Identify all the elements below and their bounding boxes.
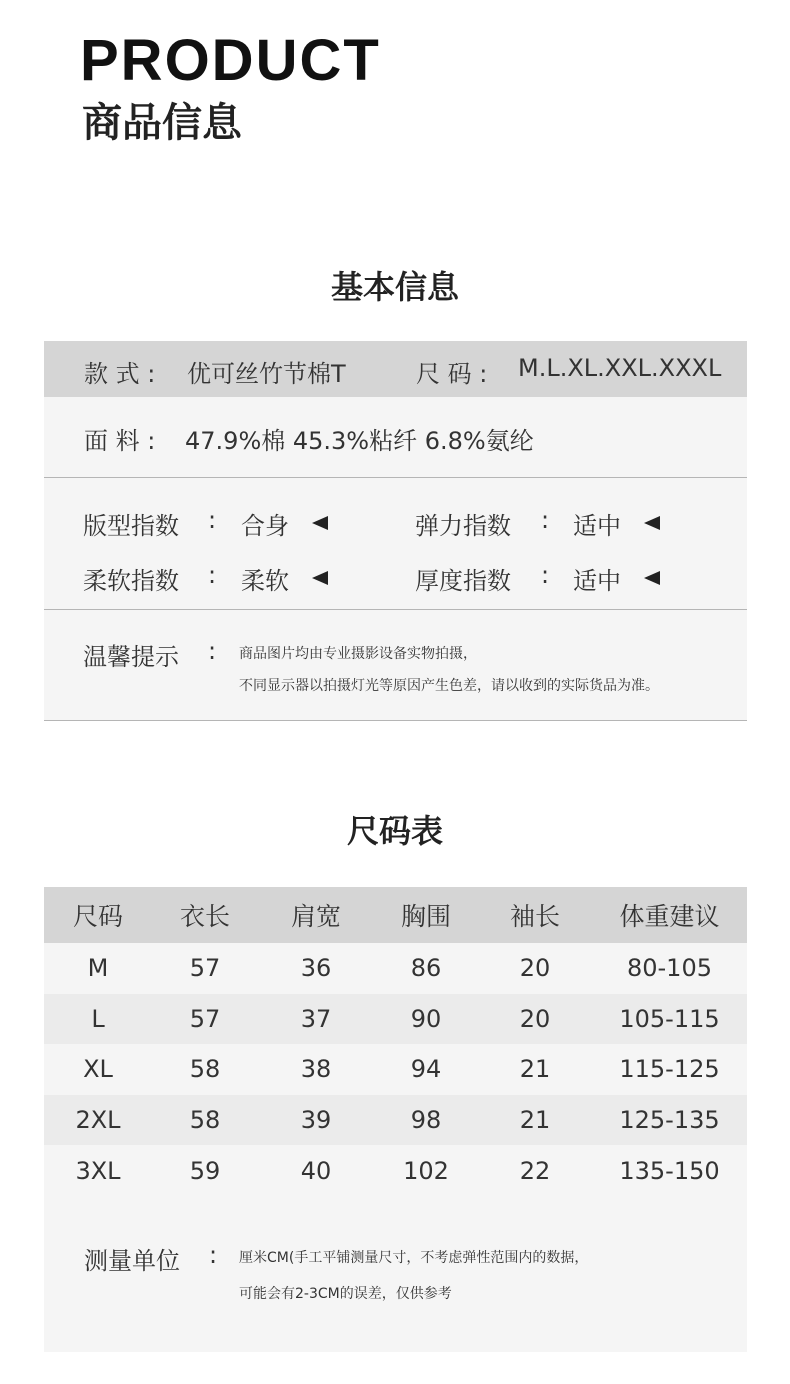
divider (44, 720, 747, 721)
softness-index-label: 柔软指数 (83, 567, 179, 595)
size-label: 尺 码 : (416, 360, 488, 388)
tip-line-2: 不同显示器以拍摄灯光等原因产生色差，请以收到的实际货品为准。 (239, 678, 659, 694)
table-cell: 3XL (44, 1145, 152, 1196)
style-value: 优可丝竹节棉T (187, 360, 346, 388)
pointer-left-icon (644, 571, 660, 585)
stretch-index-value: 适中 (573, 512, 621, 540)
header-size: 尺码 (44, 887, 152, 943)
size-value: M.L.XL.XXL.XXXL (518, 354, 722, 382)
pointer-left-icon (312, 516, 328, 530)
unit-colon: : (209, 1241, 218, 1269)
fit-index-colon: : (208, 506, 217, 534)
table-cell: 59 (152, 1145, 258, 1196)
unit-label: 测量单位 (84, 1247, 180, 1275)
size-table-header (44, 887, 747, 943)
table-row (44, 1095, 747, 1146)
page-title-en: PRODUCT (80, 28, 381, 93)
thickness-index-label: 厚度指数 (415, 567, 511, 595)
table-cell: 39 (258, 1095, 374, 1146)
header-chest: 胸围 (374, 887, 478, 943)
size-chart-title: 尺码表 (346, 812, 443, 850)
basic-info-title: 基本信息 (330, 268, 459, 306)
fabric-value: 47.9%棉 45.3%粘纤 6.8%氨纶 (185, 427, 534, 455)
size-table (44, 887, 747, 1196)
header-shoulder: 肩宽 (258, 887, 374, 943)
table-cell: 22 (478, 1145, 592, 1196)
table-cell: 90 (374, 994, 478, 1045)
table-cell: 115-125 (592, 1044, 747, 1095)
table-cell: L (44, 994, 152, 1045)
table-row (44, 943, 747, 994)
table-cell: 2XL (44, 1095, 152, 1146)
table-cell: 40 (258, 1145, 374, 1196)
style-size-row (44, 341, 747, 397)
table-cell: 98 (374, 1095, 478, 1146)
table-cell: 20 (478, 943, 592, 994)
fit-index-value: 合身 (241, 512, 289, 540)
table-cell: 86 (374, 943, 478, 994)
table-cell: 57 (152, 943, 258, 994)
table-cell: 58 (152, 1095, 258, 1146)
table-cell: 38 (258, 1044, 374, 1095)
table-row (44, 994, 747, 1045)
style-label: 款 式 : (84, 360, 156, 388)
table-cell: 58 (152, 1044, 258, 1095)
page-title-cn: 商品信息 (82, 100, 242, 146)
tips-block (44, 610, 747, 720)
measurement-note-block (44, 1196, 747, 1352)
header-weight: 体重建议 (592, 887, 747, 943)
pointer-left-icon (312, 571, 328, 585)
tip-line-1: 商品图片均由专业摄影设备实物拍摄， (239, 646, 477, 662)
pointer-left-icon (644, 516, 660, 530)
table-cell: 105-115 (592, 994, 747, 1045)
fabric-label: 面 料 : (84, 427, 156, 455)
table-cell: 125-135 (592, 1095, 747, 1146)
fit-index-label: 版型指数 (83, 512, 179, 540)
table-cell: 36 (258, 943, 374, 994)
table-cell: 94 (374, 1044, 478, 1095)
thickness-index-colon: : (541, 561, 550, 589)
softness-index-value: 柔软 (241, 567, 289, 595)
stretch-index-colon: : (541, 506, 550, 534)
table-cell: 21 (478, 1095, 592, 1146)
stretch-index-label: 弹力指数 (415, 512, 511, 540)
unit-line-2: 可能会有2-3CM的误差，仅供参考 (239, 1286, 452, 1302)
tip-colon: : (208, 637, 217, 665)
thickness-index-value: 适中 (573, 567, 621, 595)
table-row (44, 1044, 747, 1095)
table-cell: 20 (478, 994, 592, 1045)
table-row (44, 1145, 747, 1196)
tip-label: 温馨提示 (83, 643, 179, 671)
table-cell: 57 (152, 994, 258, 1045)
header-length: 衣长 (152, 887, 258, 943)
table-cell: M (44, 943, 152, 994)
table-cell: 37 (258, 994, 374, 1045)
table-cell: 80-105 (592, 943, 747, 994)
indices-block (44, 478, 747, 609)
table-cell: 102 (374, 1145, 478, 1196)
table-cell: 21 (478, 1044, 592, 1095)
header-sleeve: 袖长 (478, 887, 592, 943)
table-cell: 135-150 (592, 1145, 747, 1196)
table-cell: XL (44, 1044, 152, 1095)
unit-line-1: 厘米CM(手工平铺测量尺寸，不考虑弹性范围内的数据， (239, 1250, 589, 1266)
softness-index-colon: : (208, 561, 217, 589)
fabric-row (44, 397, 747, 477)
